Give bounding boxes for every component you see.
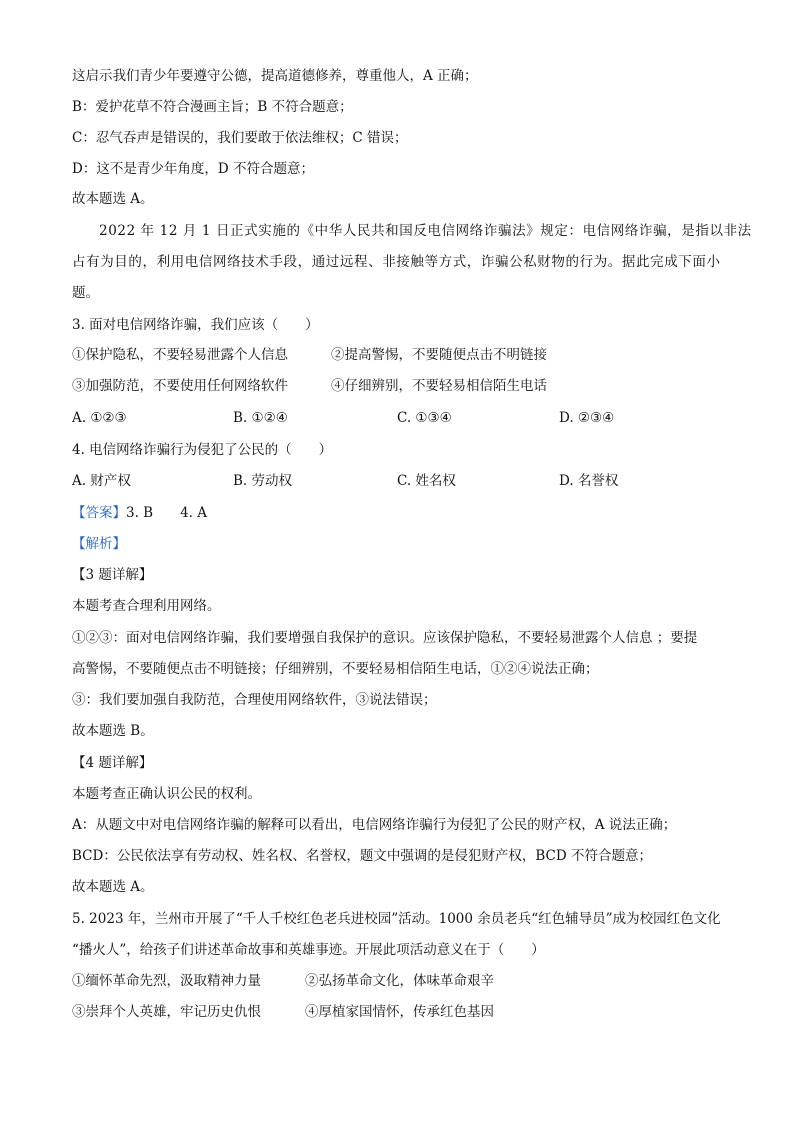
q4-option-c: C. 姓名权 bbox=[397, 473, 456, 489]
answer-line bbox=[72, 503, 207, 523]
text-line: 故本题选 A。 bbox=[72, 879, 154, 895]
q3-statement-2: ②提高警惕，不要随便点击不明链接 bbox=[331, 347, 547, 363]
q4-option-b: B. 劳动权 bbox=[233, 473, 293, 489]
passage-line: 2022 年 12 月 1 日正式实施的《中华人民共和国反电信网络诈骗法》规定：电信网络诈骗，是指以非法 bbox=[99, 223, 752, 239]
text-line: 这启示我们青少年要遵守公德，提高道德修养，尊重他人，A 正确； bbox=[72, 68, 478, 84]
text-line: 高警惕，不要随便点击不明链接；仔细辨别，不要轻易相信陌生电话，①②④说法正确； bbox=[72, 661, 599, 677]
answer-text: 3. B 4. A bbox=[126, 505, 208, 521]
question-3: 3. 面对电信网络诈骗，我们应该（ ） bbox=[72, 317, 319, 333]
detail-4-heading: 【4 题详解】 bbox=[72, 755, 153, 771]
q3-option-d: D. ②③④ bbox=[559, 410, 615, 426]
q5-statement-3: ③崇拜个人英雄，牢记历史仇恨 bbox=[72, 1004, 261, 1020]
q5-statement-4: ④厚植家国情怀，传承红色基因 bbox=[305, 1004, 494, 1020]
q5-statement-2: ②弘扬革命文化，体味革命艰辛 bbox=[305, 973, 494, 989]
text-line: ③：我们要加强自我防范，合理使用网络软件，③说法错误； bbox=[72, 692, 437, 708]
text-line: ①②③：面对电信网络诈骗，我们要增强自我保护的意识。应该保护隐私，不要轻易泄露个人信息 ；要提 bbox=[72, 630, 698, 646]
q3-statement-3: ③加强防范，不要使用任何网络软件 bbox=[72, 378, 288, 394]
q3-option-c: C. ①③④ bbox=[397, 410, 452, 426]
text-line: 本题考查正确认识公民的权利。 bbox=[72, 786, 261, 802]
question-4: 4. 电信网络诈骗行为侵犯了公民的（ ） bbox=[72, 442, 333, 458]
passage-line: 占有为目的，利用电信网络技术手段，通过远程、非接触等方式，诈骗公私财物的行为。据此完成下面小 bbox=[72, 254, 721, 270]
analysis-tag: 【解析】 bbox=[72, 536, 126, 552]
text-line: 本题考查合理利用网络。 bbox=[72, 598, 221, 614]
q3-statement-4: ④仔细辨别，不要轻易相信陌生电话 bbox=[331, 378, 547, 394]
question-5-cont: “播火人”，给孩子们讲述革命故事和英雄事迹。开展此项活动意义在于（ ） bbox=[72, 942, 545, 958]
q5-statement-1: ①缅怀革命先烈，汲取精神力量 bbox=[72, 973, 261, 989]
text-line: 故本题选 A。 bbox=[72, 191, 154, 207]
q4-option-a: A. 财产权 bbox=[72, 473, 131, 489]
text-line: BCD：公民依法享有劳动权、姓名权、名誉权，题文中强调的是侵犯财产权，BCD 不符合题意； bbox=[72, 848, 652, 864]
q4-option-d: D. 名誉权 bbox=[559, 473, 619, 489]
q3-statement-1: ①保护隐私，不要轻易泄露个人信息 bbox=[72, 347, 288, 363]
detail-3-heading: 【3 题详解】 bbox=[72, 567, 153, 583]
text-line: B：爱护花草不符合漫画主旨；B 不符合题意； bbox=[72, 99, 353, 115]
question-5: 5. 2023 年，兰州市开展了“千人千校红色老兵进校园”活动。1000 余员老兵“红色辅导员”成为校园红色文化 bbox=[72, 911, 721, 927]
q3-option-b: B. ①②④ bbox=[233, 410, 288, 426]
text-line: D：这不是青少年角度，D 不符合题意； bbox=[72, 161, 314, 177]
text-line: C：忍气吞声是错误的，我们要敢于依法维权；C 错误； bbox=[72, 130, 408, 146]
answer-tag: 【答案】 bbox=[72, 505, 126, 521]
passage-line: 题。 bbox=[72, 285, 99, 301]
q3-option-a: A. ①②③ bbox=[72, 410, 127, 426]
text-line: A：从题文中对电信网络诈骗的解释可以看出，电信网络诈骗行为侵犯了公民的财产权，A 说法正确； bbox=[72, 817, 677, 833]
text-line: 故本题选 B。 bbox=[72, 723, 154, 739]
